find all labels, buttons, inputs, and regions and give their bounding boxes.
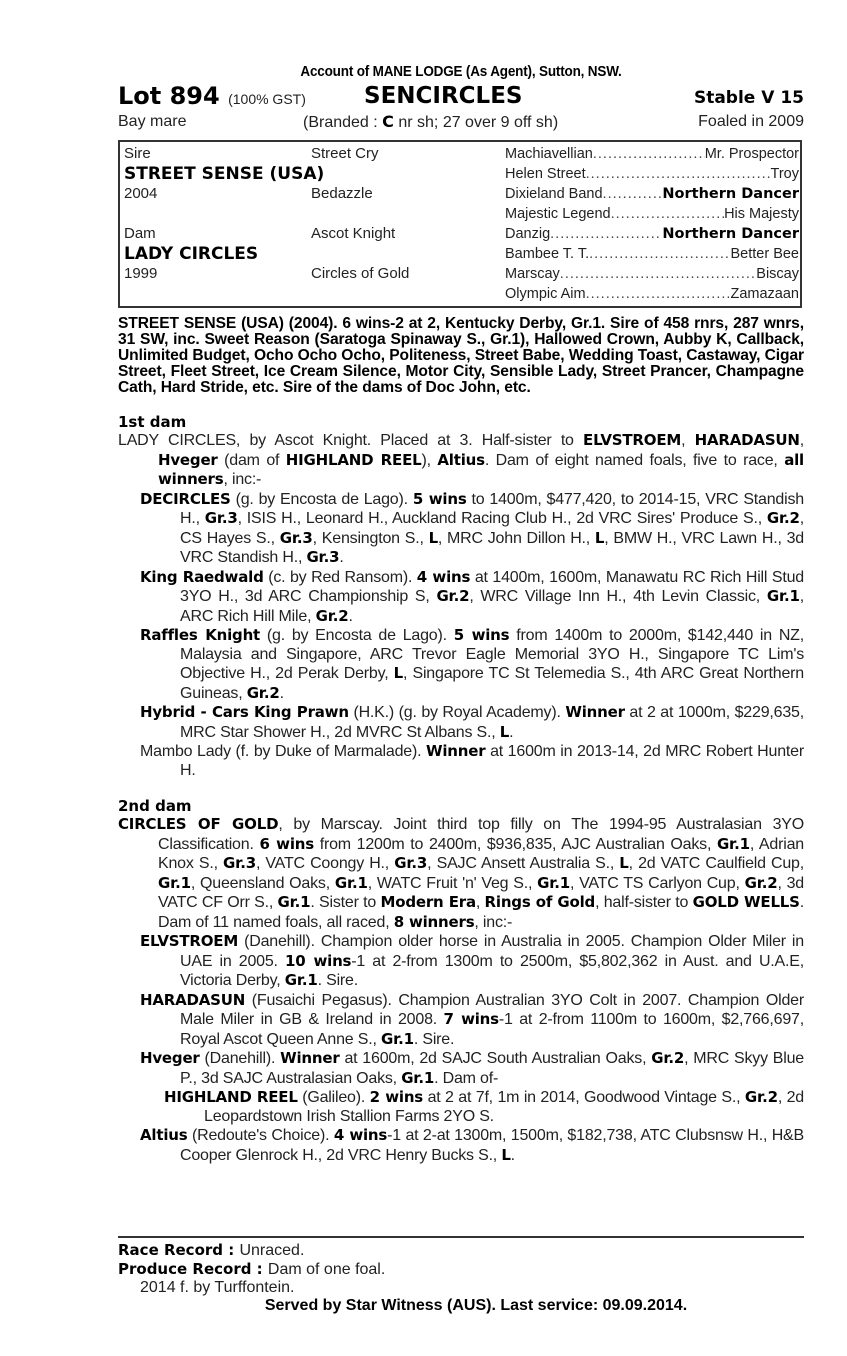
ggp-right: Mr. Prospector (704, 146, 799, 162)
race-record (118, 1241, 804, 1260)
text-run: ), (421, 451, 438, 469)
bold-highlight: 4 wins (416, 567, 471, 586)
produce-record-label: Produce Record : (118, 1260, 268, 1278)
sire-dam: Bedazzle (311, 185, 373, 202)
bold-highlight: L (501, 1145, 511, 1164)
text-run: , 2d Leopardstown Irish Stallion Farms 2YO S. (204, 1089, 804, 1125)
text-run: Mambo Lady (f. by Duke of Marmalade). (140, 743, 427, 760)
records-footer (118, 1236, 804, 1315)
bold-highlight: L (594, 528, 605, 547)
text-run: , MRC Skyy Blue P., 3d SAJC Australasian Oaks, (180, 1050, 804, 1087)
text-run: , half-sister to (595, 894, 693, 911)
bold-highlight: 6 wins (259, 834, 314, 853)
bold-highlight: Gr.1 (537, 873, 570, 892)
bold-highlight: Gr.3 (394, 854, 428, 872)
text-run: (Danehill). (199, 1050, 281, 1067)
bold-highlight: Gr.1 (766, 587, 800, 605)
sire-sire: Street Cry (311, 145, 379, 162)
text-run: , Queensland Oaks, (190, 874, 335, 892)
ggp-row (505, 284, 799, 304)
bold-highlight: Gr.1 (277, 893, 311, 911)
bold-highlight: HIGHLAND REEL (164, 1088, 298, 1106)
ggp-row (505, 144, 799, 164)
gst-note: (100% GST) (228, 91, 306, 107)
bold-highlight: Gr.3 (306, 548, 340, 566)
bold-highlight: HARADASUN (140, 990, 246, 1009)
bold-highlight: Gr.2 (766, 509, 800, 527)
text-run: from 1400m to 2000m, $142,440 in NZ, Malaysia and Singapore, ARC Trevor Eagle Memorial 3YO H., Singapore TC Lim's Objective H., 2d Perak Derby, (180, 627, 804, 682)
race-record-value: Unraced. (239, 1242, 305, 1259)
leader-dots (586, 284, 731, 304)
bold-highlight: 7 wins (443, 1010, 499, 1028)
text-run: (c. by Red Ransom). (263, 568, 417, 586)
ggp-left: Danzig (505, 226, 551, 242)
bold-highlight: 4 wins (333, 1126, 388, 1144)
second-dam-heading: 2nd dam (118, 797, 192, 815)
second-dam-intro (118, 815, 804, 932)
bold-highlight: Gr.3 (223, 854, 256, 872)
vendor-account: Account of MANE LODGE (As Agent), Sutton, NSW. (300, 63, 622, 80)
leader-dots (560, 264, 756, 284)
ggp-right: His Majesty (724, 206, 799, 222)
ggp-row (505, 244, 799, 264)
text-run: . (279, 684, 284, 702)
progeny-entry (118, 490, 804, 568)
ggp-row (505, 204, 799, 224)
text-run: , 3d VATC CF Orr S., (158, 874, 804, 911)
leader-dots (611, 204, 724, 224)
bold-highlight: GOLD WELLS (692, 893, 800, 911)
text-run: at 1400m, 1600m, Manawatu RC Rich Hill Stud 3YO H., 3d ARC Championship S, (180, 568, 804, 605)
bold-highlight: Altius (437, 450, 485, 469)
dam-name: LADY CIRCLES (124, 244, 259, 264)
brand-prefix: (Branded : (303, 114, 383, 131)
progeny-entry (118, 1126, 804, 1165)
bold-highlight: Gr.1 (401, 1068, 435, 1087)
bold-highlight: HARADASUN (694, 431, 800, 449)
text-run: , (475, 894, 485, 911)
ggp-right: Troy (770, 166, 799, 182)
text-run: at 1600m in 2013-14, 2d MRC Robert Hunter H. (180, 743, 804, 779)
bold-highlight: DECIRCLES (140, 489, 231, 508)
text-run: -1 at 2-from 1300m to 2500m, $5,802,362 in Aust. and U.A.E, Victoria Derby, (180, 952, 804, 989)
bold-highlight: Modern Era (380, 893, 476, 911)
text-run: -1 at 2-from 1100m to 1600m, $2,766,697, Royal Ascot Queen Anne S., (180, 1011, 804, 1048)
progeny-entry (118, 703, 804, 742)
produce-record (118, 1260, 804, 1279)
bold-highlight: 10 wins (285, 951, 352, 970)
bold-highlight: Raffles Knight (140, 626, 261, 644)
text-run: . (510, 1146, 515, 1164)
dam-dam: Circles of Gold (311, 265, 410, 282)
leader-dots (593, 144, 705, 164)
brand-info (303, 110, 558, 135)
bold-highlight: ELVSTROEM (140, 932, 239, 950)
dam-year: 1999 (124, 265, 158, 282)
text-run: , inc:- (223, 471, 262, 488)
bold-highlight: Gr.2 (315, 606, 349, 625)
bold-highlight: Gr.1 (716, 834, 750, 853)
bold-highlight: Gr.2 (246, 683, 280, 702)
text-run: , Singapore TC St Telemedia S., 4th ARC Great Northern Guineas, (180, 665, 804, 702)
text-run: . (339, 549, 344, 566)
text-run: , SAJC Ansett Australia S., (427, 855, 620, 872)
text-run: at 1600m, 2d SAJC South Australian Oaks, (339, 1050, 652, 1067)
text-run: (Danehill). Champion older horse in Australia in 2005. Champion Older Miler in UAE in 2005. (180, 933, 804, 970)
horse-details (118, 110, 804, 134)
bold-highlight: Gr.2 (744, 873, 778, 892)
catalogue-page (118, 62, 804, 1165)
sire-label: Sire (124, 145, 151, 162)
ggp-left: Marscay (505, 266, 560, 282)
service-note: Served by Star Witness (AUS). Last service: 09.09.2014. (264, 1297, 688, 1314)
produce-record-value: Dam of one foal. (267, 1261, 386, 1278)
text-run: . Sister to (310, 894, 381, 911)
bold-highlight: 8 winners (393, 912, 475, 931)
bold-highlight: Gr.3 (279, 528, 313, 547)
progeny-entry (118, 568, 804, 627)
bold-highlight: Winner (426, 742, 486, 760)
progeny-entry (118, 1049, 804, 1088)
text-run: , inc:- (474, 913, 513, 931)
dam-label: Dam (124, 225, 156, 242)
horse-name: SENCIRCLES (364, 83, 523, 109)
bold-highlight: Gr.1 (158, 873, 191, 892)
bold-highlight: Winner (565, 703, 625, 721)
text-run: to 1400m, $477,420, to 2014-15, VRC Standish H., (180, 490, 804, 527)
ggp-right: Biscay (756, 266, 799, 282)
bold-highlight: Gr.1 (334, 873, 368, 892)
bold-highlight: L (393, 664, 404, 682)
bold-highlight: ELVSTROEM (583, 431, 682, 449)
bold-highlight: Altius (140, 1126, 188, 1144)
dam-sire: Ascot Knight (311, 225, 396, 242)
text-run: . Sire. (317, 972, 358, 989)
sex-colour: Bay mare (118, 113, 187, 130)
bold-highlight: 5 wins (412, 489, 467, 508)
leader-dots (550, 224, 662, 244)
text-run: . (509, 723, 514, 741)
text-run: , ARC Rich Hill Mile, (180, 588, 804, 625)
lot-number (118, 82, 306, 113)
text-run: , VATC TS Carlyon Cup, (570, 874, 745, 892)
first-dam-intro (118, 431, 804, 490)
text-run: (Galileo). (297, 1089, 370, 1106)
text-run: (Fusaichi Pegasus). Champion Australian 3YO Colt in 2007. Champion Older Male Miler in GB & Ireland in 2008. (180, 991, 804, 1028)
bold-highlight: CIRCLES OF GOLD (118, 815, 279, 833)
bold-highlight: all winners (158, 450, 804, 488)
bold-highlight: L (499, 722, 510, 741)
text-run: , WRC Village Inn H., 4th Levin Classic, (469, 588, 767, 605)
progeny-entry (118, 991, 804, 1050)
leader-dots (603, 184, 663, 204)
bold-highlight: King Raedwald (140, 567, 264, 586)
ggp-left: Majestic Legend (505, 206, 611, 222)
bold-highlight: 2 wins (369, 1088, 424, 1106)
leader-dots (586, 164, 771, 184)
text-run: , BMW H., VRC Lawn H., 3d VRC Standish H., (180, 529, 804, 566)
sire-name: STREET SENSE (USA) (124, 164, 325, 184)
ggp-left: Machiavellian (505, 146, 593, 162)
text-run: , ISIS H., Leonard H., Auckland Racing Club H., 2d VRC Sires' Produce S., (237, 510, 767, 527)
sire-year: 2004 (124, 185, 158, 202)
ggp-row (505, 224, 799, 244)
text-run: (Redoute's Choice). (187, 1127, 334, 1144)
progeny-entry (118, 626, 804, 703)
sire-summary: STREET SENSE (USA) (2004). 6 wins-2 at 2, Kentucky Derby, Gr.1. Sire of 458 rnrs, 287 wnrs, 31 SW, inc. Sweet Reason (Saratoga Spinaway S., Gr.1), Hallowed Crown, Aubby K, Callback, Unlimited Budget, Ocho Ocho Ocho, Politeness, Street Babe, Wedding Toast, Castaway, Cigar Street, Fleet Street, Ice Cream Silence, Motor City, Sensible Lady, Street Prancer, Champagne Cath, Hard Stride, etc. Sire of the dams of Doc John, etc. (118, 315, 805, 396)
bold-highlight: Gr.1 (284, 971, 318, 989)
text-run: (g. by Encosta de Lago). (230, 490, 413, 508)
bold-highlight: 5 wins (453, 626, 510, 644)
text-run: , CS Hayes S., (180, 510, 805, 547)
lot-header (118, 82, 804, 110)
ggp-left: Bambee T. T. (505, 246, 590, 262)
text-run: (g. by Encosta de Lago). (260, 627, 454, 644)
bold-highlight: Gr.1 (380, 1029, 414, 1048)
text-run: (H.K.) (g. by Royal Academy). (348, 704, 566, 721)
bold-highlight: L (428, 528, 438, 547)
second-dam-section (118, 798, 804, 1165)
brand-suffix: nr sh; 27 over 9 off sh) (393, 114, 559, 131)
text-run: from 1200m to 2400m, $936,835, AJC Australian Oaks, (313, 835, 717, 853)
ggp-row (505, 184, 799, 204)
bold-highlight: Hybrid - Cars King Prawn (140, 703, 349, 721)
grand-progeny-entry (118, 1088, 804, 1126)
ggp-left: Olympic Aim (505, 286, 586, 302)
text-run: , Adrian Knox S., (158, 835, 804, 872)
ggp-left: Helen Street (505, 166, 586, 182)
bold-highlight: L (619, 854, 629, 872)
text-run: LADY CIRCLES, by Ascot Knight. Placed at 3. Half-sister to (118, 432, 584, 449)
bold-highlight: Gr.2 (744, 1088, 778, 1106)
progeny-entry (118, 932, 804, 991)
foaled-year: Foaled in 2009 (698, 113, 804, 130)
ggp-row (505, 164, 799, 184)
ggp-right: Northern Dancer (662, 226, 799, 242)
bold-highlight: Gr.3 (204, 509, 238, 527)
text-run: at 2 at 1000m, $229,635, MRC Star Shower H., 2d MVRC St Albans S., (180, 704, 804, 741)
text-run: . Sire. (413, 1030, 455, 1048)
race-record-label: Race Record : (118, 1241, 240, 1259)
ggp-row (505, 264, 799, 284)
text-run: , (681, 432, 695, 449)
bold-highlight: Winner (280, 1049, 340, 1067)
foal-entry: 2014 f. by Turffontein. (140, 1279, 295, 1296)
text-run: . Dam of eight named foals, five to race, (484, 451, 785, 469)
text-run: -1 at 2-at 1300m, 1500m, $182,738, ATC Clubsnsw H., H&B Cooper Glenrock H., 2d VRC Henry Bucks S., (180, 1127, 804, 1164)
text-run: , (799, 432, 805, 449)
first-dam-section (118, 414, 804, 780)
text-run: , MRC John Dillon H., (437, 529, 595, 547)
bold-highlight: Gr.2 (436, 587, 470, 605)
lot-label: Lot 894 (118, 82, 220, 110)
bold-highlight: HIGHLAND REEL (285, 450, 422, 469)
text-run: , by Marscay. Joint third top filly on The 1994-95 Australasian 3YO Classification. (158, 816, 804, 853)
bold-highlight: Gr.2 (651, 1049, 685, 1067)
ggp-right: Zamazaan (730, 286, 799, 302)
text-run: . (348, 607, 353, 625)
text-run: . Dam of- (434, 1069, 499, 1087)
text-run: , 2d VATC Caulfield Cup, (628, 855, 805, 872)
ggp-right: Northern Dancer (662, 186, 799, 202)
text-run: (dam of (217, 451, 286, 469)
bold-highlight: Hveger (140, 1049, 200, 1067)
pedigree-table (118, 140, 802, 308)
ggp-left: Dixieland Band (505, 186, 603, 202)
progeny-entry (118, 742, 804, 780)
text-run: . Dam of 11 named foals, all raced, (158, 894, 805, 931)
bold-highlight: Hveger (158, 450, 218, 469)
leader-dots (589, 244, 730, 264)
text-run: , VATC Coongy H., (255, 855, 395, 872)
text-run: at 2 at 7f, 1m in 2014, Goodwood Vintage S., (423, 1089, 745, 1106)
brand-mark: C (382, 112, 394, 131)
bold-highlight: Rings of Gold (484, 893, 596, 911)
text-run: , Kensington S., (312, 529, 429, 547)
ggp-right: Better Bee (730, 246, 799, 262)
first-dam-heading: 1st dam (118, 413, 187, 431)
text-run: , WATC Fruit 'n' Veg S., (367, 874, 538, 892)
stable-location: Stable V 15 (693, 88, 804, 108)
